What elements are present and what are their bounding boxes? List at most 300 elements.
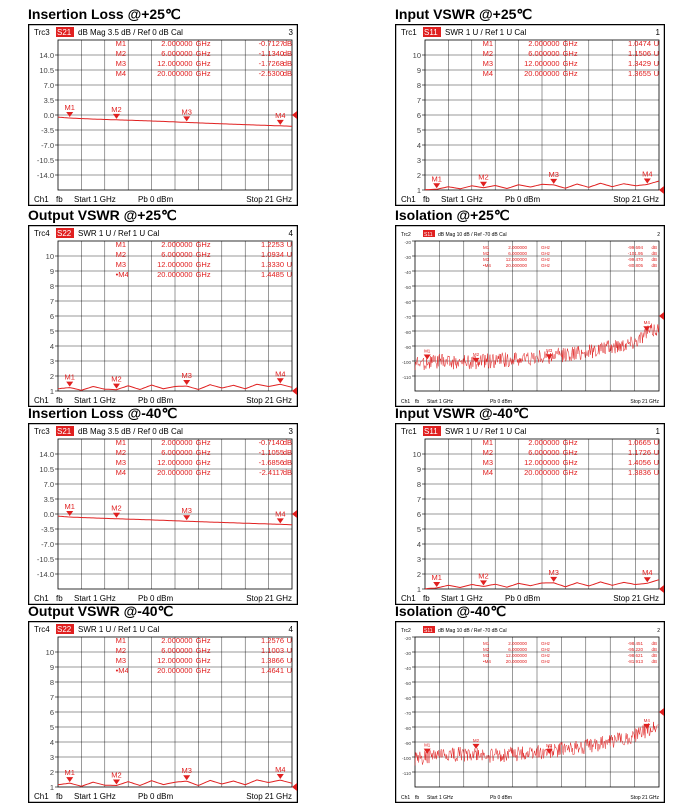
marker-value: 1.4056	[628, 458, 651, 467]
marker-frequency: 6.000000	[528, 49, 560, 58]
footer-channel: Ch1	[401, 399, 411, 405]
y-tick-label: -110	[402, 771, 411, 776]
scale-label: dB Mag 3.5 dB / Ref 0 dB Cal	[78, 427, 183, 436]
y-tick-label: 14.0	[39, 51, 54, 60]
marker-frequency: 20.000000	[524, 69, 560, 78]
y-tick-label: 10	[45, 648, 54, 657]
marker-value-unit: dB	[651, 245, 657, 250]
marker-value: 1.3429	[628, 59, 651, 68]
y-tick-label: 9	[49, 663, 54, 672]
marker-value-unit: U	[653, 49, 659, 58]
marker-value-unit: U	[286, 656, 292, 665]
y-tick-label: -50	[404, 681, 411, 686]
marker-label: M1	[64, 372, 75, 382]
marker-unit: GHz	[562, 458, 578, 467]
y-tick-label: 2	[49, 372, 54, 381]
footer-power: Pb 0 dBm	[505, 594, 541, 603]
marker-label: M4	[275, 765, 286, 775]
marker-label: M3	[181, 107, 192, 117]
footer-channel: Ch1	[34, 594, 49, 603]
y-tick-label: -60	[404, 696, 411, 701]
y-tick-label: 4	[416, 540, 421, 549]
marker-unit: GHz	[541, 245, 550, 250]
marker-id: M1	[115, 636, 127, 645]
marker-frequency: 12.000000	[505, 653, 527, 658]
channel-number: 3	[288, 28, 293, 37]
sparam-label: S11	[424, 628, 433, 634]
marker-label: M2	[478, 571, 489, 581]
marker-value-unit: U	[286, 646, 292, 655]
y-tick-label: 3	[416, 555, 421, 564]
marker-value: 1.3836	[628, 468, 651, 477]
marker-label: M3	[181, 371, 192, 381]
marker-value: 1.3655	[628, 69, 651, 78]
marker-label: M2	[111, 374, 122, 384]
chart-title: Isolation @-40℃	[395, 603, 507, 619]
marker-value-unit: dB	[282, 438, 292, 447]
marker-id: M2	[482, 448, 494, 457]
y-tick-label: 8	[49, 678, 54, 687]
marker-label: M3	[181, 766, 192, 776]
y-tick-label: 4	[416, 141, 421, 150]
marker-id: M3	[482, 458, 494, 467]
marker-id: M1	[482, 438, 494, 447]
marker-value-unit: dB	[651, 659, 657, 664]
marker-value-unit: U	[286, 270, 292, 279]
marker-label: M2	[111, 770, 122, 780]
y-tick-label: 3.5	[43, 96, 54, 105]
chart-panel-1	[395, 6, 687, 206]
marker-value-unit: U	[286, 636, 292, 645]
marker-value: -2.4117	[259, 468, 284, 477]
footer-channel: Ch1	[34, 792, 49, 801]
scale-label: dB Mag 10 dB / Ref -70 dB Cal	[438, 628, 507, 634]
y-tick-label: 7	[49, 693, 54, 702]
marker-label: M3	[548, 169, 559, 179]
footer-power: Pb 0 dBm	[490, 795, 512, 801]
marker-id: M3	[115, 260, 127, 269]
scale-label: SWR 1 U / Ref 1 U Cal	[445, 427, 527, 436]
footer-start: Start 1 GHz	[74, 594, 116, 603]
footer-stop: Stop 21 GHz	[246, 594, 292, 603]
marker-value: -1.6856	[258, 458, 284, 467]
marker-id: M1	[115, 240, 127, 249]
footer-power: Pb 0 dBm	[138, 594, 174, 603]
channel-number: 1	[655, 427, 660, 436]
y-tick-label: -70	[404, 315, 411, 320]
marker-frequency: 2.000000	[508, 641, 527, 646]
y-tick-label: 6	[49, 312, 54, 321]
y-tick-label: -70	[404, 711, 411, 716]
footer-start: Start 1 GHz	[427, 399, 454, 405]
marker-unit: GHz	[541, 641, 550, 646]
marker-frequency: 2.000000	[161, 39, 193, 48]
marker-unit: GHz	[562, 59, 578, 68]
y-tick-label: 10	[412, 51, 421, 60]
footer-fb: fb	[56, 195, 63, 204]
marker-value-unit: U	[653, 438, 659, 447]
marker-value: -99.470	[627, 257, 643, 262]
marker-unit: GHz	[541, 647, 550, 652]
marker-id: •M4	[483, 263, 491, 268]
marker-value: 1.4485	[261, 270, 284, 279]
marker-value-unit: dB	[282, 458, 292, 467]
vna-chart-7	[395, 621, 665, 803]
marker-label: M4	[642, 169, 653, 179]
marker-value-unit: dB	[651, 641, 657, 646]
marker-unit: GHz	[195, 656, 211, 665]
marker-label: M4	[275, 110, 286, 120]
y-tick-label: -20	[404, 636, 411, 641]
chart-panel-4	[28, 405, 328, 605]
marker-value-unit: dB	[651, 263, 657, 268]
channel-number: 2	[657, 232, 660, 238]
marker-unit: GHz	[195, 260, 211, 269]
marker-frequency: 12.000000	[505, 257, 527, 262]
marker-label: M2	[111, 104, 122, 114]
marker-value-unit: dB	[651, 251, 657, 256]
marker-label: M4	[275, 509, 286, 519]
marker-frequency: 6.000000	[161, 646, 193, 655]
marker-unit: GHz	[195, 49, 211, 58]
chart-panel-5	[395, 405, 687, 605]
y-tick-label: 5	[49, 327, 54, 336]
trace-label: Trc2	[401, 232, 411, 238]
marker-value: -0.7127	[258, 39, 284, 48]
marker-label: M2	[478, 172, 489, 182]
y-tick-label: -7.0	[41, 540, 54, 549]
y-tick-label: 10.5	[39, 66, 54, 75]
marker-unit: GHz	[541, 659, 550, 664]
marker-label: M1	[424, 348, 431, 354]
footer-stop: Stop 21 GHz	[246, 792, 292, 801]
footer-start: Start 1 GHz	[74, 396, 116, 405]
marker-frequency: 20.000000	[157, 666, 193, 675]
footer-channel: Ch1	[401, 795, 411, 801]
vna-chart-0	[28, 24, 298, 206]
y-tick-label: 5	[49, 723, 54, 732]
marker-value: 1.2576	[261, 636, 284, 645]
marker-value: -81.913	[627, 659, 643, 664]
y-tick-label: -3.5	[41, 525, 54, 534]
footer-stop: Stop 21 GHz	[630, 795, 659, 801]
y-tick-label: -100	[401, 756, 411, 761]
marker-id: •M4	[115, 666, 129, 675]
y-tick-label: -14.0	[36, 171, 54, 180]
marker-value: -80.805	[627, 263, 643, 268]
marker-frequency: 20.000000	[157, 270, 193, 279]
marker-value: -101.95	[627, 251, 643, 256]
footer-stop: Stop 21 GHz	[630, 399, 659, 405]
marker-frequency: 12.000000	[524, 458, 560, 467]
y-tick-label: -90	[404, 741, 411, 746]
marker-unit: GHz	[541, 263, 550, 268]
y-tick-label: -10.5	[36, 555, 54, 564]
marker-value: 1.0665	[628, 438, 651, 447]
chart-title: Input VSWR @+25℃	[395, 6, 533, 22]
y-tick-label: 8	[416, 81, 421, 90]
sparam-label: S22	[57, 625, 72, 634]
chart-title: Insertion Loss @+25℃	[28, 6, 181, 22]
marker-id: M3	[115, 59, 127, 68]
footer-power: Pb 0 dBm	[505, 195, 541, 204]
marker-label: M4	[643, 717, 650, 723]
marker-frequency: 20.000000	[157, 468, 193, 477]
marker-id: M2	[483, 647, 490, 652]
marker-id: M2	[115, 448, 127, 457]
marker-value-unit: U	[653, 59, 659, 68]
sparam-label: S21	[57, 28, 72, 37]
marker-label: M3	[546, 742, 553, 748]
marker-frequency: 6.000000	[528, 448, 560, 457]
y-tick-label: -110	[402, 375, 411, 380]
marker-id: M1	[482, 39, 494, 48]
marker-label: M4	[643, 320, 650, 326]
marker-value-unit: dB	[282, 39, 292, 48]
marker-unit: GHz	[195, 636, 211, 645]
marker-unit: GHz	[195, 240, 211, 249]
y-tick-label: 10.5	[39, 465, 54, 474]
marker-id: M3	[115, 458, 127, 467]
footer-stop: Stop 21 GHz	[246, 195, 292, 204]
chart-title: Isolation @+25℃	[395, 207, 510, 223]
marker-value-unit: dB	[282, 448, 292, 457]
marker-value-unit: U	[286, 250, 292, 259]
footer-channel: Ch1	[401, 594, 416, 603]
marker-frequency: 12.000000	[157, 260, 193, 269]
marker-value: -1.1055	[258, 448, 284, 457]
marker-unit: GHz	[541, 257, 550, 262]
y-tick-label: 9	[416, 66, 421, 75]
vna-chart-2	[28, 225, 298, 407]
marker-unit: GHz	[562, 39, 578, 48]
marker-label: M3	[181, 506, 192, 516]
footer-fb: fb	[423, 594, 430, 603]
chart-panel-6	[28, 603, 328, 803]
sparam-label: S22	[57, 229, 72, 238]
y-tick-label: 6	[49, 708, 54, 717]
marker-id: M1	[483, 641, 490, 646]
marker-value-unit: U	[653, 448, 659, 457]
marker-frequency: 12.000000	[157, 656, 193, 665]
y-tick-label: 6	[416, 111, 421, 120]
marker-frequency: 2.000000	[161, 636, 193, 645]
marker-value: 1.0934	[261, 250, 284, 259]
marker-label: M3	[548, 567, 559, 577]
marker-value: -1.1340	[258, 49, 284, 58]
marker-unit: GHz	[541, 653, 550, 658]
y-tick-label: 7	[416, 96, 421, 105]
marker-value: -0.7140	[258, 438, 284, 447]
sparam-label: S11	[424, 427, 438, 436]
marker-value: 1.3866	[261, 656, 284, 665]
marker-unit: GHz	[562, 49, 578, 58]
marker-unit: GHz	[195, 270, 211, 279]
chart-panel-0	[28, 6, 328, 206]
y-tick-label: 4	[49, 342, 54, 351]
trace-label: Trc3	[34, 427, 50, 436]
marker-unit: GHz	[195, 69, 211, 78]
y-tick-label: -7.0	[41, 141, 54, 150]
y-tick-label: 14.0	[39, 450, 54, 459]
marker-id: M4	[115, 468, 127, 477]
scale-label: dB Mag 10 dB / Ref -70 dB Cal	[438, 232, 507, 238]
y-tick-label: 4	[49, 738, 54, 747]
marker-value-unit: U	[653, 39, 659, 48]
marker-value-unit: U	[653, 69, 659, 78]
marker-frequency: 6.000000	[508, 251, 527, 256]
y-tick-label: 1	[416, 585, 421, 594]
marker-value: 1.1506	[628, 49, 651, 58]
marker-id: M3	[482, 59, 494, 68]
y-tick-label: -40	[404, 666, 411, 671]
marker-label: M1	[431, 174, 442, 184]
marker-id: M1	[115, 438, 127, 447]
marker-value-unit: U	[653, 458, 659, 467]
y-tick-label: 10	[45, 252, 54, 261]
chart-title: Output VSWR @+25℃	[28, 207, 177, 223]
chart-title: Insertion Loss @-40℃	[28, 405, 178, 421]
y-tick-label: -40	[404, 270, 411, 275]
trace-label: Trc4	[34, 229, 50, 238]
marker-value: 1.0474	[628, 39, 651, 48]
y-tick-label: 5	[416, 126, 421, 135]
marker-value-unit: dB	[282, 69, 292, 78]
channel-number: 2	[657, 628, 660, 634]
vna-chart-4	[28, 423, 298, 605]
y-tick-label: -90	[404, 345, 411, 350]
y-tick-label: 5	[416, 525, 421, 534]
marker-value-unit: U	[286, 240, 292, 249]
y-tick-label: -3.5	[41, 126, 54, 135]
y-tick-label: -80	[404, 726, 411, 731]
marker-frequency: 12.000000	[157, 458, 193, 467]
marker-frequency: 2.000000	[508, 245, 527, 250]
marker-unit: GHz	[562, 468, 578, 477]
marker-id: M2	[115, 250, 127, 259]
vna-chart-1	[395, 24, 665, 206]
y-tick-label: 7	[49, 297, 54, 306]
marker-unit: GHz	[195, 250, 211, 259]
marker-value-unit: dB	[651, 653, 657, 658]
marker-value-unit: U	[286, 260, 292, 269]
marker-label: M2	[111, 503, 122, 513]
y-tick-label: 10	[412, 450, 421, 459]
marker-frequency: 6.000000	[161, 448, 193, 457]
marker-id: M2	[482, 49, 494, 58]
y-tick-label: 1	[49, 387, 54, 396]
marker-value: 1.4641	[261, 666, 284, 675]
marker-value: -2.5300	[258, 69, 284, 78]
vna-chart-6	[28, 621, 298, 803]
marker-value: 1.1003	[261, 646, 284, 655]
marker-label: M4	[642, 568, 653, 578]
sparam-label: S11	[424, 232, 433, 238]
footer-start: Start 1 GHz	[441, 594, 483, 603]
marker-id: M4	[482, 468, 494, 477]
marker-frequency: 2.000000	[161, 438, 193, 447]
footer-stop: Stop 21 GHz	[613, 195, 659, 204]
y-tick-label: 3.5	[43, 495, 54, 504]
marker-value-unit: U	[286, 666, 292, 675]
y-tick-label: 2	[416, 570, 421, 579]
y-tick-label: 8	[49, 282, 54, 291]
footer-power: Pb 0 dBm	[138, 195, 174, 204]
marker-frequency: 20.000000	[524, 468, 560, 477]
y-tick-label: -20	[404, 240, 411, 245]
footer-power: Pb 0 dBm	[138, 792, 174, 801]
marker-unit: GHz	[195, 39, 211, 48]
y-tick-label: -100	[401, 360, 411, 365]
y-tick-label: 9	[416, 465, 421, 474]
vna-chart-3	[395, 225, 665, 407]
marker-value-unit: dB	[282, 468, 292, 477]
y-tick-label: 7	[416, 495, 421, 504]
y-tick-label: 1	[416, 186, 421, 195]
y-tick-label: 3	[49, 357, 54, 366]
marker-value-unit: dB	[651, 647, 657, 652]
footer-power: Pb 0 dBm	[490, 399, 512, 405]
scale-label: dB Mag 3.5 dB / Ref 0 dB Cal	[78, 28, 183, 37]
marker-frequency: 12.000000	[157, 59, 193, 68]
marker-unit: GHz	[562, 438, 578, 447]
marker-label: M1	[431, 573, 442, 583]
marker-frequency: 6.000000	[161, 49, 193, 58]
chart-panel-7	[395, 603, 687, 803]
channel-number: 4	[288, 229, 293, 238]
marker-unit: GHz	[195, 448, 211, 457]
marker-frequency: 20.000000	[157, 69, 193, 78]
marker-id: M2	[115, 646, 127, 655]
marker-value: 1.1726	[628, 448, 651, 457]
marker-value-unit: U	[653, 468, 659, 477]
y-tick-label: -80	[404, 330, 411, 335]
footer-start: Start 1 GHz	[441, 195, 483, 204]
marker-unit: GHz	[195, 59, 211, 68]
channel-number: 3	[288, 427, 293, 436]
marker-frequency: 2.000000	[528, 39, 560, 48]
footer-fb: fb	[415, 795, 420, 801]
marker-frequency: 20.000000	[505, 659, 527, 664]
marker-value-unit: dB	[282, 59, 292, 68]
trace-label: Trc2	[401, 628, 411, 634]
marker-unit: GHz	[195, 666, 211, 675]
y-tick-label: 8	[416, 480, 421, 489]
footer-channel: Ch1	[34, 396, 49, 405]
marker-unit: GHz	[562, 69, 578, 78]
marker-frequency: 12.000000	[524, 59, 560, 68]
marker-id: M3	[483, 653, 490, 658]
footer-stop: Stop 21 GHz	[613, 594, 659, 603]
marker-label: M1	[64, 768, 75, 778]
marker-value-unit: dB	[651, 257, 657, 262]
footer-start: Start 1 GHz	[427, 795, 454, 801]
sparam-label: S21	[57, 427, 72, 436]
marker-frequency: 6.000000	[508, 647, 527, 652]
footer-channel: Ch1	[401, 195, 416, 204]
marker-id: M4	[115, 69, 127, 78]
trace-label: Trc3	[34, 28, 50, 37]
channel-number: 4	[288, 625, 293, 634]
y-tick-label: -30	[404, 651, 411, 656]
footer-fb: fb	[56, 594, 63, 603]
channel-number: 1	[655, 28, 660, 37]
marker-frequency: 2.000000	[161, 240, 193, 249]
chart-panel-2	[28, 207, 328, 407]
marker-label: M2	[472, 737, 480, 743]
scale-label: SWR 1 U / Ref 1 U Cal	[445, 28, 527, 37]
trace-label: Trc4	[34, 625, 50, 634]
